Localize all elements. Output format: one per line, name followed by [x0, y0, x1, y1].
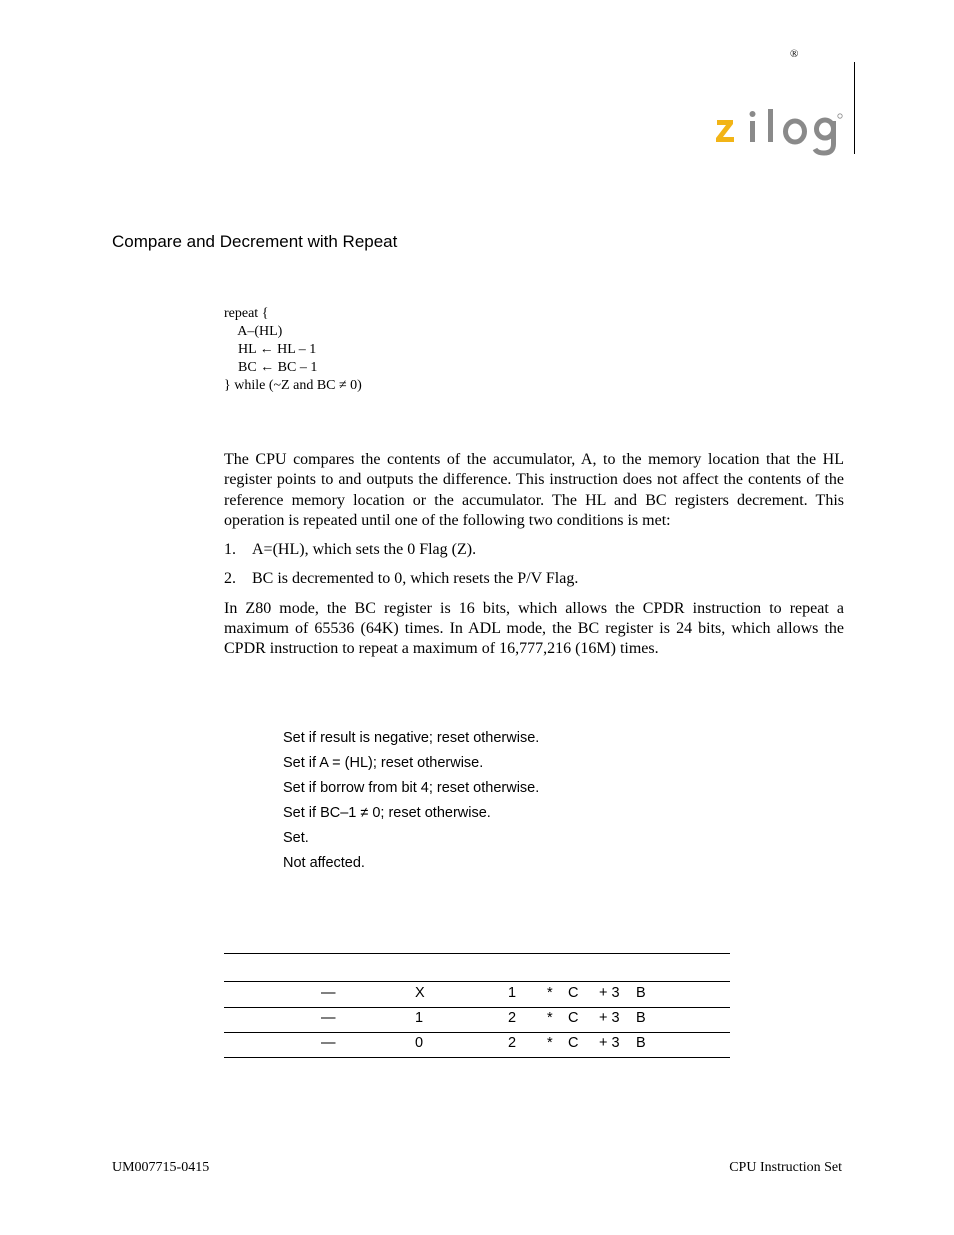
- table-cell: + 3: [599, 1010, 620, 1026]
- table-cell: *: [547, 1035, 553, 1051]
- table-cell: + 3: [599, 1035, 620, 1051]
- zilog-logo: [714, 104, 844, 156]
- flag-description: Set if result is negative; reset otherwise.: [283, 730, 540, 746]
- condition-text: A=(HL), which sets the 0 Flag (Z).: [252, 541, 477, 559]
- flag-description: Set.: [283, 830, 309, 846]
- table-cell: —: [321, 985, 336, 1001]
- operation-line: } while (~Z and BC ≠ 0): [224, 378, 362, 393]
- description-paragraph: The CPU compares the contents of the accumulator, A, to the memory location that the HL register points to and outputs the difference. This instruction does not affect the contents of the reference memory location or the accumulator. The HL and BC registers decrement. This operation is repeated until one of the following two conditions is met:: [224, 451, 844, 529]
- condition-text: BC is decremented to 0, which resets the P/V Flag.: [252, 570, 579, 588]
- condition-bits: [283, 728, 539, 878]
- flag-description: Set if BC–1 ≠ 0; reset otherwise.: [283, 805, 491, 821]
- condition-number: 1.: [224, 541, 236, 559]
- description: [224, 450, 844, 660]
- table-cell: C: [568, 985, 579, 1001]
- page-title: Compare and Decrement with Repeat: [112, 232, 398, 251]
- table-cell: B: [636, 1035, 646, 1051]
- condition-number: 2.: [224, 570, 236, 588]
- description-paragraph: In Z80 mode, the BC register is 16 bits, which allows the CPDR instruction to repeat a maximum of 65536 (64K) times. In ADL mode, the BC register is 24 bits, which allows the CPDR instruction to repeat a maximum of 16,777,216 (16M) times.: [224, 599, 844, 658]
- registered-mark: ®: [790, 48, 799, 60]
- table-cell: B: [636, 985, 646, 1001]
- condition-item: [224, 569, 844, 589]
- table-cell: C: [568, 1035, 579, 1051]
- table-cell: 0: [415, 1035, 424, 1051]
- table-cell: *: [547, 985, 553, 1001]
- flag-description: Set if A = (HL); reset otherwise.: [283, 755, 484, 771]
- header-vertical-rule: [854, 62, 855, 154]
- footer-doc-id: UM007715-0415: [112, 1160, 210, 1175]
- table-cell: 1: [415, 1010, 424, 1026]
- table-cell: 2: [508, 1035, 517, 1051]
- table-cell: B: [636, 1010, 646, 1026]
- table-rule: [224, 953, 730, 954]
- table-cell: —: [321, 1010, 336, 1026]
- table-cell: 2: [508, 1010, 517, 1026]
- table-cell: C: [568, 1010, 579, 1026]
- table-cell: 1: [508, 985, 517, 1001]
- table-cell: X: [415, 985, 425, 1001]
- condition-item: [224, 540, 844, 560]
- table-cell: —: [321, 1035, 336, 1051]
- table-row: [224, 1006, 730, 1031]
- table-rule: [224, 1057, 730, 1058]
- table-row: [224, 981, 730, 1006]
- table-cell: *: [547, 1010, 553, 1026]
- flag-description: Not affected.: [283, 855, 365, 871]
- flag-description: Set if borrow from bit 4; reset otherwise.: [283, 780, 540, 796]
- operation-line: repeat {: [224, 306, 269, 321]
- operation-pseudocode: [224, 305, 362, 395]
- operation-line: HL ← HL – 1: [224, 342, 317, 357]
- table-row: [224, 1031, 730, 1056]
- operation-line: BC ← BC – 1: [224, 360, 318, 375]
- operation-line: A–(HL): [224, 324, 283, 339]
- table-cell: + 3: [599, 985, 620, 1001]
- footer-section: CPU Instruction Set: [729, 1160, 842, 1175]
